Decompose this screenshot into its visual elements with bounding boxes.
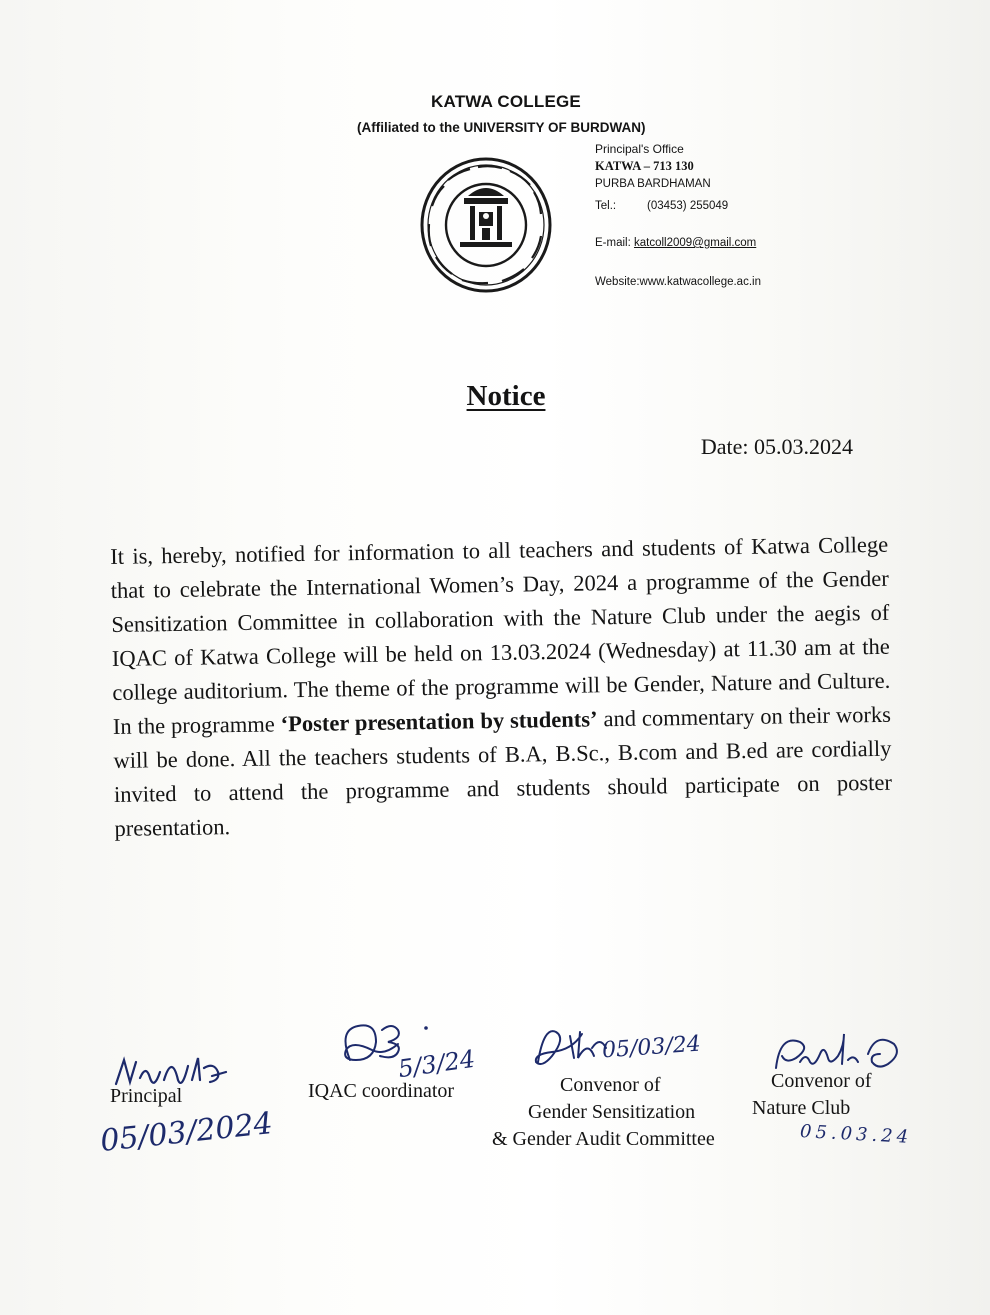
gender-committee-name: Gender Sensitization [528, 1101, 696, 1123]
website: Website:www.katwacollege.ac.in [595, 276, 761, 288]
college-seal-icon [418, 156, 554, 294]
notice-title [0, 380, 990, 413]
tel-label: Tel.: [595, 200, 617, 212]
nature-convenor-label: Convenor of [771, 1070, 872, 1092]
gender-convenor-label: Convenor of [560, 1074, 661, 1096]
telephone [595, 200, 728, 212]
tel-value: (03453) 255049 [647, 200, 729, 212]
iqac-date: 5/3/24 [396, 1044, 477, 1084]
college-name: KATWA COLLEGE [431, 92, 581, 111]
body-part-1: It is, hereby, notified for information to all teachers and students of Katwa College that to celebrate the International Women’s Day, 2024 a programme of the Gender Sensitization Committee in collaboration with the Nature Club under the aegis of IQAC of Katwa College will be held on 13.03.2024 (Wednesday) at 11.30 am at the college auditorium. The theme of the programme will be Gender, Nature and Culture. In the programme [110, 531, 891, 739]
body-emphasis: ‘Poster presentation by students’ [280, 706, 598, 737]
notice-body [110, 528, 893, 846]
gender-convenor-date: 05/03/24 [601, 1031, 702, 1064]
body-part-2: and commentary on their works will be done. All the teachers students of B.A, B.Sc., B.com and B.ed are cordially invited to attend the programme and students should participate on poster presentation. [113, 701, 893, 841]
email-link[interactable]: katcoll2009@gmail.com [633, 237, 757, 249]
email [595, 237, 756, 249]
notice-date: Date: 05.03.2024 [700, 434, 853, 459]
email-label: E-mail: [595, 237, 631, 249]
principal-label: Principal [110, 1085, 183, 1107]
iqac-label: IQAC coordinator [308, 1080, 455, 1102]
office-label: Principal's Office [595, 142, 684, 156]
gender-audit-committee-name: & Gender Audit Committee [492, 1128, 715, 1150]
affiliation-line: (Affiliated to the UNIVERSITY OF BURDWAN) [357, 120, 646, 135]
city-pin: KATWA – 713 130 [595, 159, 694, 173]
notice-title-text: Notice [466, 380, 546, 412]
nature-club-name: Nature Club [752, 1097, 851, 1119]
nature-convenor-date: 05.03.24 [799, 1121, 913, 1148]
principal-date: 05/03/2024 [98, 1106, 275, 1159]
district: PURBA BARDHAMAN [595, 178, 711, 190]
